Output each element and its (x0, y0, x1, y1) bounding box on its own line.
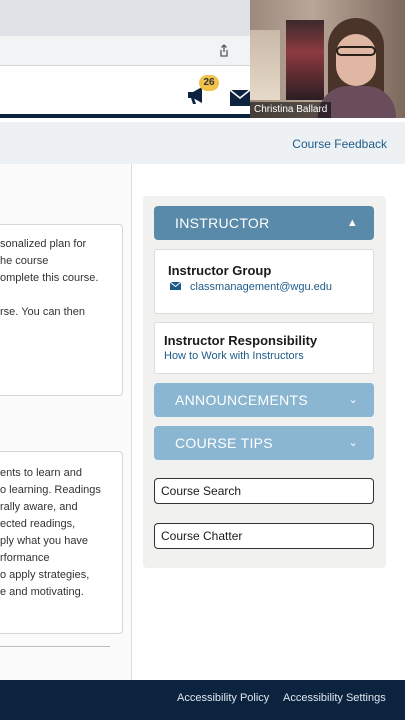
course-search-button[interactable]: Course Search (154, 478, 374, 504)
accessibility-settings-link[interactable]: Accessibility Settings (283, 692, 386, 704)
instructor-group-title: Instructor Group (168, 263, 272, 278)
card1-line: omplete this course. (0, 272, 99, 284)
course-tips-accordion-header[interactable] (154, 426, 374, 460)
work-with-instructors-link[interactable]: How to Work with Instructors (164, 350, 304, 362)
card2-line: ents to learn and (0, 467, 82, 479)
card2-line: o learning. Readings (0, 484, 101, 496)
card2-line: o apply strategies, (0, 569, 90, 581)
instructor-accordion-label: INSTRUCTOR (175, 215, 270, 231)
chevron-up-icon: ▲ (346, 217, 358, 229)
chevron-down-icon: ⌄ (348, 437, 358, 449)
notification-count-badge: 26 (199, 75, 219, 91)
announcements-accordion-header[interactable] (154, 383, 374, 417)
envelope-icon (170, 282, 181, 290)
card2-line: ply what you have (0, 535, 89, 547)
instructor-responsibility-title: Instructor Responsibility (164, 333, 318, 348)
card2-line: rformance (0, 552, 50, 564)
webcam-wall-tapestry (286, 20, 324, 100)
card2-line: e and motivating. (0, 586, 84, 598)
content-divider (0, 646, 110, 647)
share-icon[interactable] (217, 44, 231, 58)
chevron-down-icon: ⌄ (348, 394, 358, 406)
card2-line: ected readings, (0, 518, 76, 530)
participant-name-tag: Christina Ballard (250, 102, 331, 118)
course-tips-accordion-label: COURSE TIPS (175, 435, 273, 451)
accessibility-policy-link[interactable]: Accessibility Policy (177, 692, 270, 704)
webcam-video-overlay (250, 0, 405, 118)
instructor-email-link[interactable]: classmanagement@wgu.edu (190, 281, 333, 293)
card2-line: rally aware, and (0, 501, 78, 513)
instructor-responsibility-card (154, 322, 374, 374)
mail-icon[interactable] (230, 90, 250, 106)
instructor-accordion-header[interactable] (154, 206, 374, 240)
webcam-wall-poster (250, 30, 280, 100)
course-chatter-button[interactable]: Course Chatter (154, 523, 374, 549)
card1-line: sonalized plan for (0, 238, 87, 250)
announcements-accordion-label: ANNOUNCEMENTS (175, 392, 309, 408)
card1-line: rse. You can then (0, 306, 86, 318)
webcam-person-glasses (336, 46, 376, 56)
webcam-person-face (336, 34, 376, 86)
card1-line: he course (0, 255, 49, 267)
course-feedback-link[interactable]: Course Feedback (292, 137, 387, 151)
